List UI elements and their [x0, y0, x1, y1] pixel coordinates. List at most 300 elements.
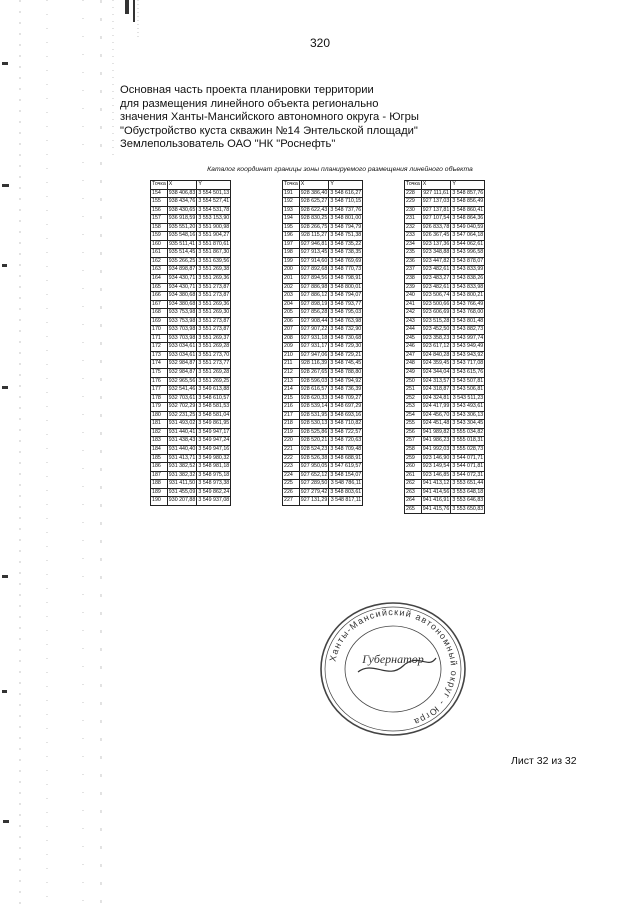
- y-coordinate: 3 548 857,76: [451, 189, 485, 198]
- table-title: Каталог координат границы зоны планируемого размещения линейного объекта: [207, 166, 473, 173]
- table-row: [151, 411, 231, 420]
- point-number: 259: [405, 454, 422, 463]
- y-coordinate: 3 548 981,18: [197, 463, 231, 472]
- y-coordinate: 3 544 072,31: [451, 471, 485, 480]
- table-row: [405, 326, 485, 335]
- x-coordinate: 923 483,27: [421, 275, 451, 284]
- x-coordinate: 927 137,03: [421, 198, 451, 207]
- table-row: [151, 206, 231, 215]
- point-number: 193: [283, 206, 300, 215]
- x-coordinate: 927 886,98: [299, 283, 329, 292]
- table-row: [405, 198, 485, 207]
- header-line: значения Ханты-Мансийского автономного округа - Югры: [120, 111, 419, 124]
- x-coordinate: 928 625,27: [299, 198, 329, 207]
- table-row: [405, 377, 485, 386]
- table-row: [151, 437, 231, 446]
- x-coordinate: 941 992,03: [421, 445, 451, 454]
- table-row: [151, 463, 231, 472]
- y-coordinate: 3 549 947,17: [197, 428, 231, 437]
- y-coordinate: 3 548 720,63: [329, 437, 363, 446]
- table-row: [283, 317, 363, 326]
- table-row: [151, 360, 231, 369]
- table-row: [283, 206, 363, 215]
- y-coordinate: 3 549 947,16: [197, 445, 231, 454]
- table-row: [283, 343, 363, 352]
- x-coordinate: 941 415,76: [421, 505, 451, 514]
- table-row: [283, 351, 363, 360]
- x-coordinate: 927 894,56: [299, 275, 329, 284]
- y-coordinate: 3 554 501,13: [197, 189, 231, 198]
- y-coordinate: 3 548 788,80: [329, 369, 363, 378]
- sheet-label: Лист 32 из 32: [511, 755, 577, 767]
- y-coordinate: 3 548 975,18: [197, 471, 231, 480]
- y-coordinate: 3 548 735,22: [329, 240, 363, 249]
- point-number: 210: [283, 351, 300, 360]
- y-coordinate: 3 548 730,68: [329, 334, 363, 343]
- table-row: [283, 326, 363, 335]
- x-coordinate: 928 520,21: [299, 437, 329, 446]
- x-coordinate: 941 414,56: [421, 488, 451, 497]
- point-number: 206: [283, 317, 300, 326]
- x-coordinate: 932 965,56: [167, 377, 197, 386]
- y-coordinate: 3 548 610,57: [197, 394, 231, 403]
- table-row: [405, 351, 485, 360]
- table-row: [151, 257, 231, 266]
- x-coordinate: 923 348,88: [421, 249, 451, 258]
- point-number: 195: [283, 223, 300, 232]
- point-number: 234: [405, 240, 422, 249]
- y-coordinate: 3 548 729,30: [329, 343, 363, 352]
- y-coordinate: 3 548 864,36: [451, 215, 485, 224]
- x-coordinate: 933 703,98: [167, 334, 197, 343]
- x-coordinate: 933 034,61: [167, 351, 197, 360]
- x-coordinate: 927 908,44: [299, 317, 329, 326]
- y-coordinate: 3 548 616,27: [329, 189, 363, 198]
- table-row: [283, 309, 363, 318]
- point-number: 168: [151, 309, 168, 318]
- table-row: [151, 497, 231, 506]
- x-coordinate: 934 898,87: [167, 266, 197, 275]
- y-coordinate: 3 554 531,78: [197, 206, 231, 215]
- table-row: [405, 394, 485, 403]
- y-coordinate: 3 548 769,69: [329, 257, 363, 266]
- table-row: [283, 454, 363, 463]
- x-coordinate: 931 440,40: [167, 445, 197, 454]
- x-coordinate: 923 606,69: [421, 309, 451, 318]
- y-coordinate: 3 551 269,30: [197, 309, 231, 318]
- table-row: [283, 369, 363, 378]
- table-row: [151, 292, 231, 301]
- point-number: 227: [283, 497, 300, 506]
- y-coordinate: 3 548 688,91: [329, 454, 363, 463]
- x-coordinate: 934 380,68: [167, 292, 197, 301]
- table-row: [405, 454, 485, 463]
- table-row: [283, 480, 363, 489]
- point-number: 160: [151, 240, 168, 249]
- table-header-row: [405, 181, 485, 190]
- point-number: 261: [405, 471, 422, 480]
- y-coordinate: 3 551 273,77: [197, 360, 231, 369]
- table-row: [405, 360, 485, 369]
- table-row: [151, 300, 231, 309]
- y-coordinate: 3 551 273,87: [197, 283, 231, 292]
- y-coordinate: 3 551 900,98: [197, 223, 231, 232]
- point-number: 163: [151, 266, 168, 275]
- table-row: [405, 300, 485, 309]
- x-coordinate: 930 207,88: [167, 497, 197, 506]
- y-coordinate: 3 553 651,44: [451, 480, 485, 489]
- svg-text:Ханты-Мансийский автономный ок: [328, 607, 460, 727]
- y-coordinate: 3 548 738,35: [329, 249, 363, 258]
- x-coordinate: 927 892,68: [299, 266, 329, 275]
- point-number: 155: [151, 198, 168, 207]
- table-row: [283, 420, 363, 429]
- x-coordinate: 926 833,78: [421, 223, 451, 232]
- x-coordinate: 927 886,12: [299, 292, 329, 301]
- table-row: [405, 292, 485, 301]
- x-coordinate: 924 318,87: [421, 386, 451, 395]
- point-number: 263: [405, 488, 422, 497]
- table-row: [283, 428, 363, 437]
- column-header: Y: [197, 181, 231, 190]
- table-row: [283, 292, 363, 301]
- table-row: [405, 386, 485, 395]
- x-coordinate: 928 596,03: [299, 377, 329, 386]
- x-coordinate: 923 149,54: [421, 463, 451, 472]
- table-row: [405, 309, 485, 318]
- x-coordinate: 923 358,23: [421, 334, 451, 343]
- x-coordinate: 924 344,04: [421, 369, 451, 378]
- table-row: [283, 437, 363, 446]
- table-row: [151, 454, 231, 463]
- table-row: [151, 223, 231, 232]
- x-coordinate: 933 753,98: [167, 317, 197, 326]
- point-number: 192: [283, 198, 300, 207]
- column-header: X: [299, 181, 329, 190]
- table-row: [151, 249, 231, 258]
- point-number: 217: [283, 411, 300, 420]
- point-number: 179: [151, 403, 168, 412]
- header-line: "Обустройство куста скважин №14 Энтельской площади": [120, 124, 418, 137]
- table-row: [405, 275, 485, 284]
- y-coordinate: 3 548 745,45: [329, 360, 363, 369]
- table-row: [405, 411, 485, 420]
- point-number: 250: [405, 377, 422, 386]
- table-row: [151, 343, 231, 352]
- y-coordinate: 3 548 786,11: [329, 480, 363, 489]
- y-coordinate: 3 543 766,49: [451, 300, 485, 309]
- x-coordinate: 935 266,25: [167, 257, 197, 266]
- point-number: 237: [405, 266, 422, 275]
- y-coordinate: 3 548 751,38: [329, 232, 363, 241]
- x-coordinate: 923 515,28: [421, 317, 451, 326]
- x-coordinate: 928 115,27: [299, 232, 329, 241]
- y-coordinate: 3 549 613,88: [197, 386, 231, 395]
- x-coordinate: 931 455,09: [167, 488, 197, 497]
- x-coordinate: 924 324,81: [421, 394, 451, 403]
- x-coordinate: 931 438,43: [167, 437, 197, 446]
- table-row: [405, 471, 485, 480]
- point-number: 199: [283, 257, 300, 266]
- y-coordinate: 3 549 980,32: [197, 454, 231, 463]
- x-coordinate: 931 411,50: [167, 480, 197, 489]
- y-coordinate: 3 543 882,73: [451, 326, 485, 335]
- x-coordinate: 928 830,25: [299, 215, 329, 224]
- point-number: 213: [283, 377, 300, 386]
- table-row: [151, 386, 231, 395]
- table-row: [405, 215, 485, 224]
- y-coordinate: 3 555 034,82: [451, 428, 485, 437]
- y-coordinate: 3 555 018,31: [451, 437, 485, 446]
- y-coordinate: 3 543 306,13: [451, 411, 485, 420]
- table-row: [283, 471, 363, 480]
- point-number: 253: [405, 403, 422, 412]
- y-coordinate: 3 548 737,76: [329, 206, 363, 215]
- y-coordinate: 3 551 269,28: [197, 343, 231, 352]
- x-coordinate: 938 434,76: [167, 198, 197, 207]
- point-number: 203: [283, 292, 300, 301]
- point-number: 214: [283, 386, 300, 395]
- y-coordinate: 3 543 996,58: [451, 249, 485, 258]
- table-row: [405, 232, 485, 241]
- y-coordinate: 3 551 269,25: [197, 377, 231, 386]
- x-coordinate: 933 034,61: [167, 343, 197, 352]
- coordinate-table-3: [404, 180, 485, 514]
- x-coordinate: 931 440,41: [167, 428, 197, 437]
- y-coordinate: 3 551 273,87: [197, 292, 231, 301]
- point-number: 177: [151, 386, 168, 395]
- point-number: 204: [283, 300, 300, 309]
- y-coordinate: 3 548 732,90: [329, 326, 363, 335]
- x-coordinate: 941 989,82: [421, 428, 451, 437]
- y-coordinate: 3 548 581,53: [197, 403, 231, 412]
- table-row: [151, 326, 231, 335]
- point-number: 247: [405, 351, 422, 360]
- point-number: 185: [151, 454, 168, 463]
- point-number: 176: [151, 377, 168, 386]
- table-row: [405, 497, 485, 506]
- x-coordinate: 923 146,85: [421, 471, 451, 480]
- point-number: 166: [151, 292, 168, 301]
- y-coordinate: 3 548 794,79: [329, 223, 363, 232]
- table-row: [405, 266, 485, 275]
- table-row: [283, 257, 363, 266]
- point-number: 157: [151, 215, 168, 224]
- x-coordinate: 928 524,23: [299, 445, 329, 454]
- y-coordinate: 3 548 856,49: [451, 198, 485, 207]
- table-row: [283, 232, 363, 241]
- page-number: 320: [309, 36, 331, 50]
- table-row: [405, 317, 485, 326]
- point-number: 238: [405, 275, 422, 284]
- table-row: [151, 215, 231, 224]
- point-number: 235: [405, 249, 422, 258]
- x-coordinate: 924 840,28: [421, 351, 451, 360]
- table-row: [283, 215, 363, 224]
- x-coordinate: 928 620,33: [299, 394, 329, 403]
- point-number: 245: [405, 334, 422, 343]
- point-number: 224: [283, 471, 300, 480]
- table-row: [151, 394, 231, 403]
- y-coordinate: 3 548 722,57: [329, 428, 363, 437]
- point-number: 254: [405, 411, 422, 420]
- table-row: [151, 266, 231, 275]
- point-number: 243: [405, 317, 422, 326]
- table-row: [151, 488, 231, 497]
- x-coordinate: 928 266,75: [299, 223, 329, 232]
- y-coordinate: 3 548 729,21: [329, 351, 363, 360]
- x-coordinate: 933 753,98: [167, 309, 197, 318]
- point-number: 222: [283, 454, 300, 463]
- x-coordinate: 923 506,74: [421, 292, 451, 301]
- point-number: 200: [283, 266, 300, 275]
- y-coordinate: 3 549 861,95: [197, 420, 231, 429]
- table-row: [283, 223, 363, 232]
- x-coordinate: 928 530,13: [299, 420, 329, 429]
- table-row: [283, 283, 363, 292]
- table-row: [151, 198, 231, 207]
- y-coordinate: 3 548 794,92: [329, 377, 363, 386]
- point-number: 194: [283, 215, 300, 224]
- x-coordinate: 931 382,32: [167, 471, 197, 480]
- point-number: 158: [151, 223, 168, 232]
- table-row: [151, 369, 231, 378]
- y-coordinate: 3 548 581,04: [197, 411, 231, 420]
- point-number: 248: [405, 360, 422, 369]
- table-row: [405, 283, 485, 292]
- table-row: [283, 240, 363, 249]
- y-coordinate: 3 553 646,83: [451, 497, 485, 506]
- document-header: [120, 84, 450, 152]
- point-number: 244: [405, 326, 422, 335]
- y-coordinate: 3 543 833,99: [451, 266, 485, 275]
- x-coordinate: 934 430,71: [167, 275, 197, 284]
- x-coordinate: 923 146,90: [421, 454, 451, 463]
- point-number: 209: [283, 343, 300, 352]
- point-number: 211: [283, 360, 300, 369]
- point-number: 223: [283, 463, 300, 472]
- x-coordinate: 927 907,22: [299, 326, 329, 335]
- x-coordinate: 923 500,66: [421, 300, 451, 309]
- x-coordinate: 927 898,19: [299, 300, 329, 309]
- table-header-row: [283, 181, 363, 190]
- point-number: 167: [151, 300, 168, 309]
- x-coordinate: 928 539,14: [299, 403, 329, 412]
- y-coordinate: 3 551 269,36: [197, 275, 231, 284]
- point-number: 169: [151, 317, 168, 326]
- table-row: [283, 394, 363, 403]
- x-coordinate: 935 548,16: [167, 232, 197, 241]
- point-number: 212: [283, 369, 300, 378]
- point-number: 202: [283, 283, 300, 292]
- point-number: 164: [151, 275, 168, 284]
- point-number: 218: [283, 420, 300, 429]
- y-coordinate: 3 548 803,61: [329, 488, 363, 497]
- y-coordinate: 3 551 273,70: [197, 351, 231, 360]
- y-coordinate: 3 555 028,73: [451, 445, 485, 454]
- point-number: 197: [283, 240, 300, 249]
- point-number: 189: [151, 488, 168, 497]
- x-coordinate: 927 137,81: [421, 206, 451, 215]
- coordinate-table-2: [282, 180, 363, 506]
- point-number: 156: [151, 206, 168, 215]
- x-coordinate: 938 406,83: [167, 189, 197, 198]
- table-row: [405, 189, 485, 198]
- table-row: [283, 403, 363, 412]
- point-number: 159: [151, 232, 168, 241]
- table-row: [283, 189, 363, 198]
- table-row: [405, 445, 485, 454]
- y-coordinate: 3 551 269,28: [197, 369, 231, 378]
- point-number: 173: [151, 351, 168, 360]
- point-number: 255: [405, 420, 422, 429]
- table-row: [405, 505, 485, 514]
- x-coordinate: 928 267,65: [299, 369, 329, 378]
- y-coordinate: 3 543 878,07: [451, 257, 485, 266]
- table-row: [151, 420, 231, 429]
- coordinate-table-1: [150, 180, 231, 506]
- x-coordinate: 924 451,48: [421, 420, 451, 429]
- point-number: 161: [151, 249, 168, 258]
- table-row: [283, 266, 363, 275]
- point-number: 191: [283, 189, 300, 198]
- y-coordinate: 3 548 154,07: [329, 471, 363, 480]
- y-coordinate: 3 543 943,92: [451, 351, 485, 360]
- seal-center-text: Губернатор: [362, 652, 424, 666]
- table-row: [283, 334, 363, 343]
- point-number: 260: [405, 463, 422, 472]
- x-coordinate: 923 137,36: [421, 240, 451, 249]
- point-number: 262: [405, 480, 422, 489]
- table-row: [405, 343, 485, 352]
- column-header: Y: [451, 181, 485, 190]
- point-number: 256: [405, 428, 422, 437]
- y-coordinate: 3 548 709,27: [329, 394, 363, 403]
- point-number: 188: [151, 480, 168, 489]
- x-coordinate: 924 456,70: [421, 411, 451, 420]
- point-number: 175: [151, 369, 168, 378]
- x-coordinate: 941 413,12: [421, 480, 451, 489]
- y-coordinate: 3 549 947,24: [197, 437, 231, 446]
- y-coordinate: 3 553 648,18: [451, 488, 485, 497]
- table-row: [151, 351, 231, 360]
- x-coordinate: 932 541,46: [167, 386, 197, 395]
- table-row: [151, 480, 231, 489]
- table-row: [405, 240, 485, 249]
- y-coordinate: 3 548 693,16: [329, 411, 363, 420]
- y-coordinate: 3 554 527,41: [197, 198, 231, 207]
- y-coordinate: 3 543 615,76: [451, 369, 485, 378]
- x-coordinate: 927 289,50: [299, 480, 329, 489]
- table-row: [283, 463, 363, 472]
- x-coordinate: 924 313,57: [421, 377, 451, 386]
- table-row: [283, 249, 363, 258]
- table-row: [283, 275, 363, 284]
- point-number: 228: [405, 189, 422, 198]
- point-number: 265: [405, 505, 422, 514]
- table-row: [151, 428, 231, 437]
- y-coordinate: 3 551 269,37: [197, 334, 231, 343]
- y-coordinate: 3 543 506,81: [451, 386, 485, 395]
- x-coordinate: 928 622,43: [299, 206, 329, 215]
- x-coordinate: 927 950,05: [299, 463, 329, 472]
- x-coordinate: 928 525,86: [299, 428, 329, 437]
- table-row: [405, 403, 485, 412]
- y-coordinate: 3 551 269,38: [197, 266, 231, 275]
- point-number: 216: [283, 403, 300, 412]
- point-number: 186: [151, 463, 168, 472]
- x-coordinate: 927 111,61: [421, 189, 451, 198]
